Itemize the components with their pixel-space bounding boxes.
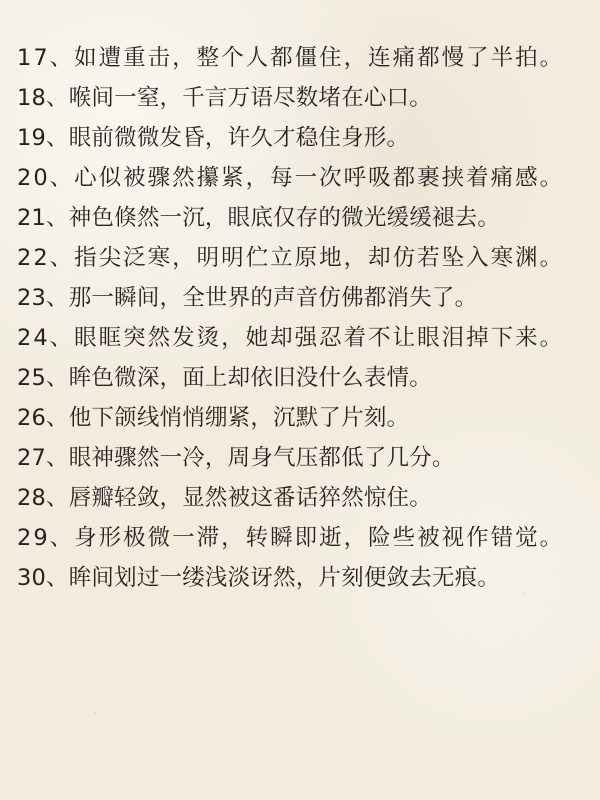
list-item [17, 318, 584, 358]
item-number: 23 [17, 285, 47, 311]
item-number: 18 [17, 85, 47, 111]
list-item [17, 78, 584, 118]
item-separator: 、 [46, 565, 69, 591]
item-text: 唇瓣轻敛，显然被这番话猝然惊住。 [68, 485, 432, 511]
item-text: 眸色微深，面上却依旧没什么表情。 [68, 365, 432, 391]
list-item [17, 118, 584, 158]
item-text: 他下颌线悄悄绷紧，沉默了片刻。 [68, 405, 410, 431]
item-separator: 、 [46, 285, 69, 311]
item-text: 心似被骤然攥紧，每一次呼吸都裹挟着痛感。 [74, 165, 565, 191]
list-item [17, 478, 584, 518]
item-separator: 、 [46, 405, 69, 431]
item-number: 26 [17, 405, 47, 431]
item-separator: 、 [49, 525, 75, 551]
item-number: 21 [17, 205, 47, 231]
item-separator: 、 [49, 325, 75, 351]
item-text: 喉间一窒，千言万语尽数堵在心口。 [68, 85, 432, 111]
item-text: 眼神骤然一冷，周身气压都低了几分。 [68, 445, 455, 471]
item-separator: 、 [46, 205, 69, 231]
item-text: 眸间划过一缕浅淡讶然，片刻便敛去无痕。 [68, 565, 501, 591]
list-item [17, 438, 584, 478]
list-item [17, 198, 584, 238]
list-item [17, 278, 584, 318]
item-number: 28 [17, 485, 47, 511]
item-text: 如遭重击，整个人都僵住，连痛都慢了半拍。 [74, 45, 565, 71]
list-item [17, 518, 584, 558]
item-separator: 、 [49, 165, 75, 191]
item-number: 22 [17, 245, 50, 271]
item-separator: 、 [46, 125, 69, 151]
item-number: 29 [17, 525, 50, 551]
item-text: 那一瞬间，全世界的声音仿佛都消失了。 [68, 285, 478, 311]
list-item [17, 358, 584, 398]
item-text: 身形极微一滞，转瞬即逝，险些被视作错觉。 [74, 525, 565, 551]
item-number: 24 [17, 325, 50, 351]
item-separator: 、 [49, 45, 75, 71]
item-text: 眼眶突然发烫，她却强忍着不让眼泪掉下来。 [74, 325, 565, 351]
list-item [17, 238, 584, 278]
item-separator: 、 [46, 365, 69, 391]
item-text: 神色倏然一沉，眼底仅存的微光缓缓褪去。 [68, 205, 501, 231]
list-item [17, 38, 584, 78]
list-item [17, 398, 584, 438]
item-separator: 、 [46, 485, 69, 511]
item-number: 20 [17, 165, 50, 191]
item-text: 指尖泛寒，明明伫立原地，却仿若坠入寒渊。 [74, 245, 565, 271]
item-number: 25 [17, 365, 47, 391]
item-separator: 、 [49, 245, 75, 271]
list-item [17, 158, 584, 198]
item-separator: 、 [46, 445, 69, 471]
item-separator: 、 [46, 85, 69, 111]
list-item [17, 558, 584, 598]
item-number: 30 [17, 565, 47, 591]
item-number: 27 [17, 445, 47, 471]
item-number: 17 [17, 45, 50, 71]
item-text: 眼前微微发昏，许久才稳住身形。 [68, 125, 410, 151]
item-number: 19 [17, 125, 47, 151]
